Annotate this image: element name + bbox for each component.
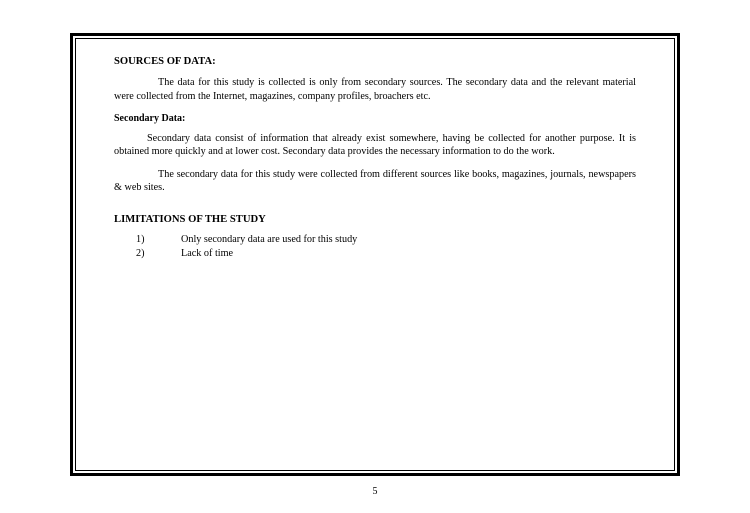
list-item-text: Lack of time (181, 247, 234, 259)
limitations-heading: LIMITATIONS OF THE STUDY (114, 214, 266, 226)
list-item-text: Only secondary data are used for this study (181, 233, 358, 245)
list-item (114, 233, 636, 247)
limitations-list (114, 233, 636, 261)
sources-heading: SOURCES OF DATA: (114, 56, 216, 67)
list-item (114, 247, 636, 261)
document-body (114, 55, 636, 261)
secondary-paragraph-1: Secondary data consist of information that already exist somewhere, having be collected for another purpose. It is obtained more quickly and at lower cost. Secondary data provides the necessary information to do the work. (114, 133, 636, 158)
list-item-number: 2) (136, 247, 145, 259)
secondary-paragraph-2: The secondary data for this study were collected from different sources like books, magazines, journals, newspapers & web sites. (114, 168, 636, 194)
sources-paragraph: The data for this study is collected is only from secondary sources. The secondary data and the relevant material were collected from the Internet, magazines, company profiles, broachers etc. (114, 77, 636, 102)
page-number: 5 (372, 486, 378, 497)
secondary-data-heading: Secondary Data: (114, 112, 186, 124)
list-item-number: 1) (136, 233, 145, 245)
